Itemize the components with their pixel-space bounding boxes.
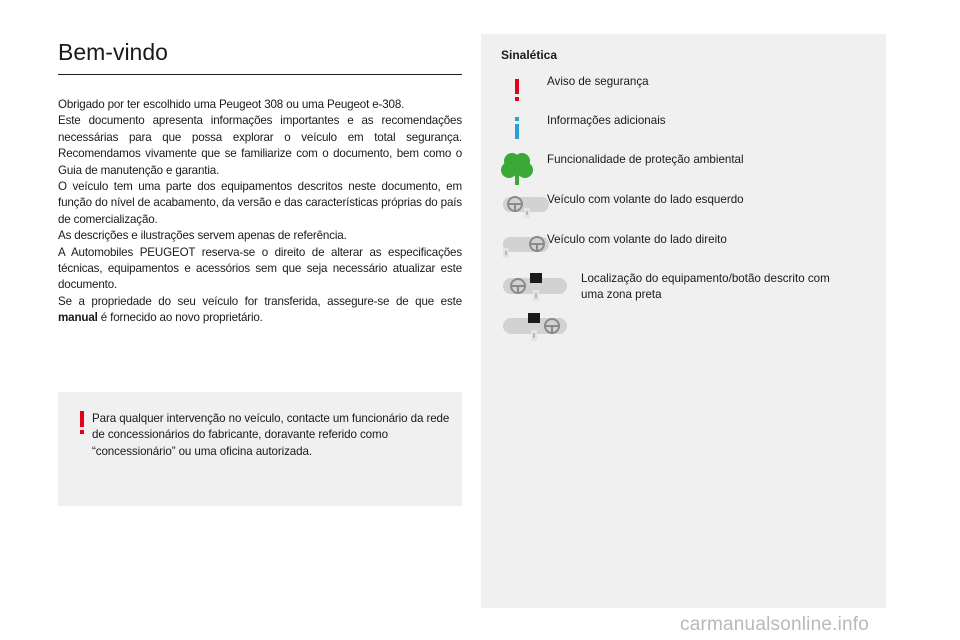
- notice-text: Para qualquer intervenção no veículo, contacte um funcionário da rede de concessionários do fabricante, doravante referido como “concessionário” ou uma oficina autorizada.: [92, 412, 450, 458]
- intro-paragraph: Este documento apresenta informações importantes e as recomendações necessárias para que possa explorar o veículo em total segurança. Recomendamos vivamente que se familiarize com o documento, bem como o Guia de manutenção e garantia.: [58, 114, 462, 177]
- signage-panel: [481, 34, 886, 608]
- signage-item-info: Informações adicionais: [547, 114, 666, 127]
- intro-paragraph: O veículo tem uma parte dos equipamentos descritos neste documento, em função do nível de acabamento, da versão e das características próprias do país de comercialização.: [58, 180, 462, 226]
- welcome-section: [58, 38, 462, 327]
- intro-paragraph: A Automobiles PEUGEOT reserva-se o direito de alterar as especificações técnicas, equipamentos e acessórios sem que seja necessário atualizar este documento.: [58, 245, 462, 292]
- equipment-location-icon: [501, 270, 571, 302]
- warning-exclamation-icon: [509, 78, 525, 102]
- signage-item-left-drive: Veículo com volante do lado esquerdo: [547, 193, 744, 206]
- transfer-paragraph: Se a propriedade do seu veículo for transferida, assegure-se de que este manual é fornecido ao novo proprietário.: [58, 294, 462, 325]
- watermark: carmanualsonline.info: [680, 614, 870, 635]
- signage-item-right-drive: Veículo com volante do lado direito: [547, 233, 727, 246]
- signage-item-equipment-location: Localização do equipamento/botão descrito com uma zona preta: [581, 272, 830, 301]
- signage-heading: Sinalética: [501, 48, 558, 62]
- warning-exclamation-icon: [74, 410, 90, 436]
- intro-text: [58, 97, 462, 327]
- intro-paragraph: Obrigado por ter escolhido uma Peugeot 308 ou uma Peugeot e-308.: [58, 98, 405, 111]
- right-hand-drive-icon: [501, 234, 551, 258]
- signage-item-warning: Aviso de segurança: [547, 75, 649, 88]
- title-divider: [58, 74, 462, 75]
- page-title: Bem-vindo: [58, 39, 168, 65]
- info-icon: [509, 116, 525, 140]
- equipment-location-icon: [501, 310, 571, 342]
- signage-item-environment: Funcionalidade de proteção ambiental: [547, 153, 744, 166]
- manual-word: manual: [58, 311, 98, 325]
- left-hand-drive-icon: [501, 194, 551, 218]
- intro-paragraph: As descrições e ilustrações servem apenas de referência.: [58, 229, 347, 243]
- tree-icon: [501, 152, 533, 186]
- dealer-notice-box: [58, 392, 462, 506]
